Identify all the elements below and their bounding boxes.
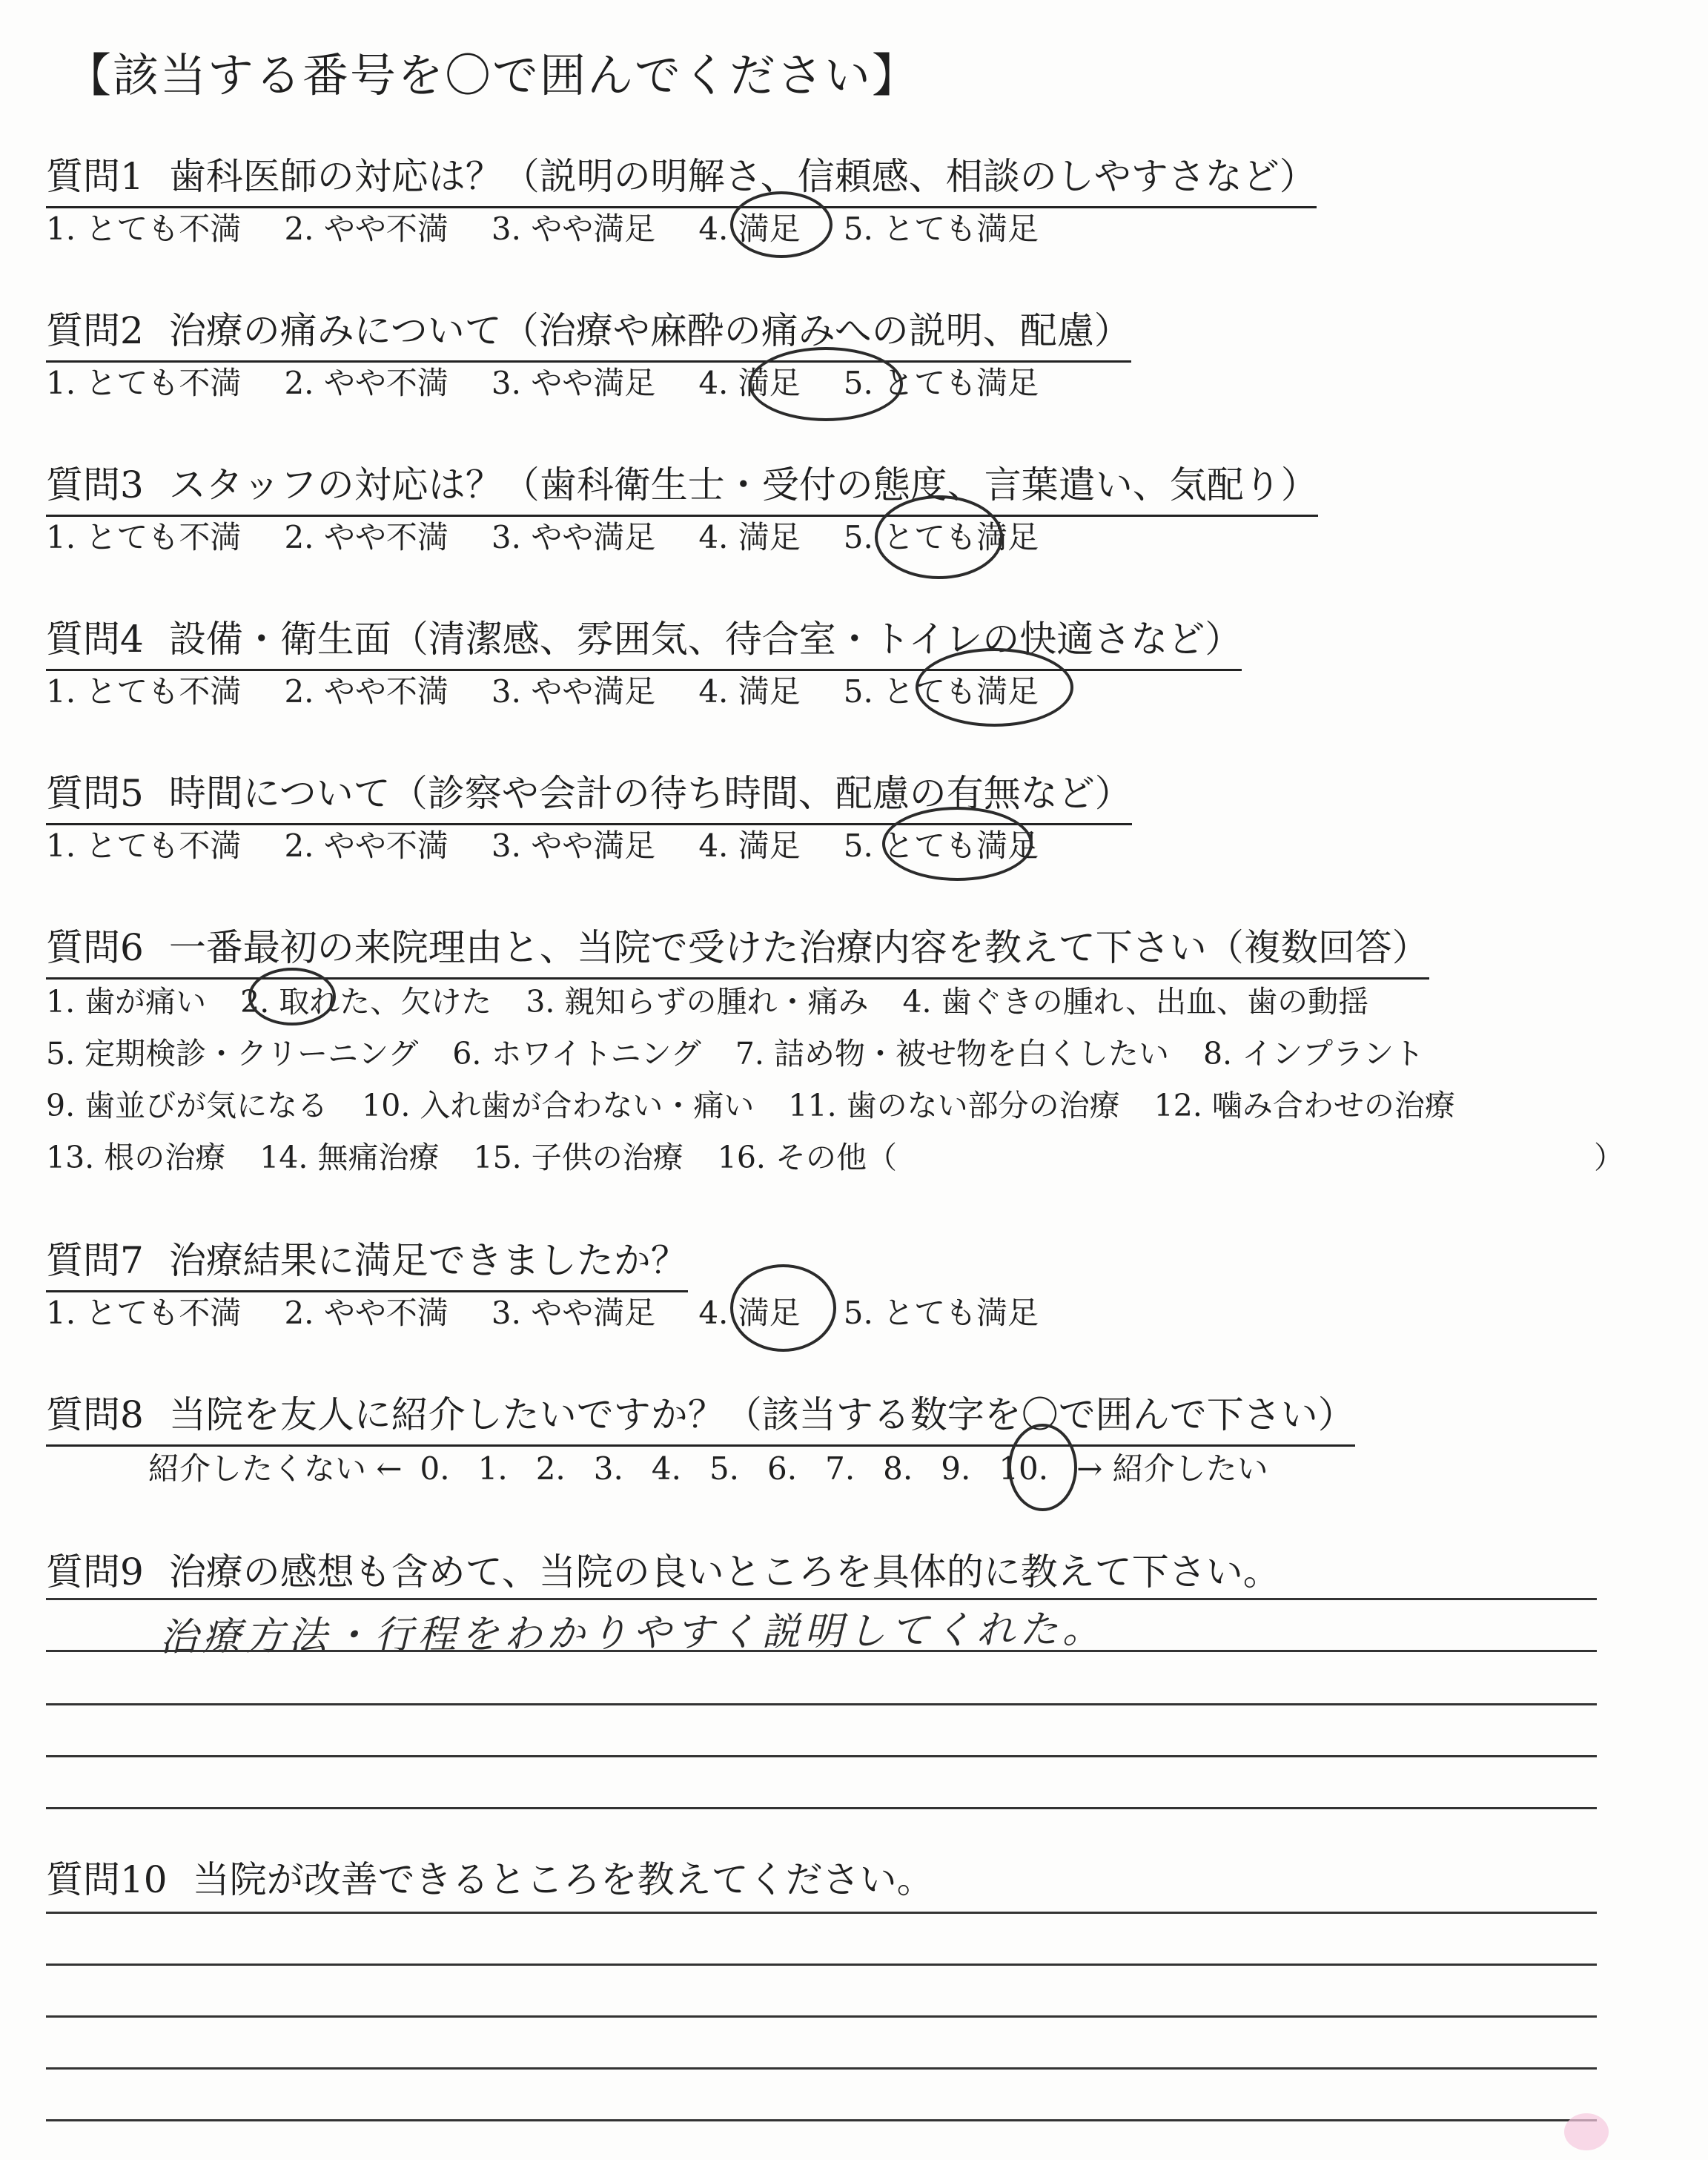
- option-8[interactable]: 8. インプラント: [1202, 1036, 1425, 1071]
- question-8-heading: [46, 1385, 1355, 1447]
- question-6-options-row-3: [46, 1081, 1455, 1125]
- question-text: 治療の感想も含めて、当院の良いところを具体的に教えて下さい。: [168, 1550, 1280, 1593]
- option-4[interactable]: 4. 満足: [698, 211, 801, 247]
- question-2-heading: [46, 301, 1131, 363]
- scale-4[interactable]: 4.: [651, 1450, 681, 1487]
- question-7-heading: [46, 1231, 688, 1292]
- answer-line: [46, 1912, 1597, 1914]
- answer-line: [46, 2015, 1597, 2018]
- option-4[interactable]: 4. 満足: [698, 365, 801, 401]
- scale-9[interactable]: 9.: [941, 1450, 971, 1487]
- question-1-options: [46, 205, 1039, 249]
- answer-circle: [882, 807, 1033, 881]
- question-6-options-row-1: [46, 977, 1368, 1021]
- option-3[interactable]: 3. やや満足: [491, 519, 656, 555]
- option-10[interactable]: 10. 入れ歯が合わない・痛い: [362, 1088, 755, 1123]
- question-number: 質問3: [46, 463, 144, 506]
- option-1[interactable]: 1. とても不満: [46, 673, 242, 710]
- option-1[interactable]: 1. とても不満: [46, 1295, 242, 1331]
- option-5[interactable]: 5. とても満足: [843, 519, 1039, 555]
- question-8-scale: [148, 1444, 1286, 1489]
- scale-right-label: → 紹介したい: [1076, 1450, 1268, 1487]
- question-number: 質問8: [46, 1393, 144, 1436]
- pink-ink-mark: [1564, 2113, 1609, 2150]
- option-1[interactable]: 1. とても不満: [46, 519, 242, 555]
- question-1-heading: [46, 147, 1317, 208]
- question-text: 治療の痛みについて（治療や麻酔の痛みへの説明、配慮）: [168, 309, 1131, 352]
- answer-circle: [1008, 1424, 1077, 1511]
- option-2[interactable]: 2. やや不満: [284, 519, 448, 555]
- question-10-heading: [46, 1850, 934, 1909]
- option-12[interactable]: 12. 噛み合わせの治療: [1153, 1088, 1455, 1123]
- option-3[interactable]: 3. やや満足: [491, 828, 656, 864]
- answer-line: [46, 1807, 1597, 1809]
- question-number: 質問7: [46, 1239, 144, 1282]
- scale-1[interactable]: 1.: [477, 1450, 508, 1487]
- option-6[interactable]: 6. ホワイトニング: [452, 1036, 701, 1071]
- answer-circle: [875, 495, 1003, 579]
- handwritten-answer[interactable]: 治療方法・行程をわかりやすく説明してくれた。: [159, 1607, 1106, 1660]
- question-number: 質問1: [46, 155, 144, 198]
- option-9[interactable]: 9. 歯並びが気になる: [46, 1088, 328, 1123]
- option-7[interactable]: 7. 詰め物・被せ物を白くしたい: [735, 1036, 1169, 1071]
- question-text: 歯科医師の対応は？（説明の明解さ、信頼感、相談のしやすさなど）: [168, 155, 1317, 198]
- option-4[interactable]: 4. 満足: [698, 1295, 801, 1331]
- option-2[interactable]: 2. やや不満: [284, 828, 448, 864]
- option-16[interactable]: 16. その他（: [717, 1140, 897, 1175]
- option-3[interactable]: 3. やや満足: [491, 211, 656, 247]
- option-5[interactable]: 5. とても満足: [843, 828, 1039, 864]
- answer-line: [46, 1964, 1597, 1966]
- option-2[interactable]: 2. 取れた、欠けた: [240, 984, 492, 1020]
- option-5[interactable]: 5. とても満足: [843, 673, 1039, 710]
- option-11[interactable]: 11. 歯のない部分の治療: [788, 1088, 1120, 1123]
- option-1[interactable]: 1. とても不満: [46, 211, 242, 247]
- option-4[interactable]: 4. 満足: [698, 519, 801, 555]
- option-3[interactable]: 3. やや満足: [491, 365, 656, 401]
- question-number: 質問9: [46, 1550, 144, 1593]
- option-14[interactable]: 14. 無痛治療: [259, 1140, 440, 1175]
- scale-3[interactable]: 3.: [593, 1450, 623, 1487]
- answer-circle: [916, 648, 1073, 727]
- answer-line: [46, 2067, 1597, 2070]
- option-1[interactable]: 1. とても不満: [46, 828, 242, 864]
- answer-line: [46, 2119, 1597, 2121]
- option-2[interactable]: 2. やや不満: [284, 365, 448, 401]
- question-text: スタッフの対応は？（歯科衛生士・受付の態度、言葉遣い、気配り）: [168, 463, 1318, 506]
- question-text: 治療結果に満足できましたか？: [168, 1239, 688, 1282]
- answer-line: [46, 1755, 1597, 1757]
- option-3[interactable]: 3. 親知らずの腫れ・痛み: [526, 984, 869, 1020]
- question-9-heading: [46, 1542, 1280, 1602]
- option-5[interactable]: 5. とても満足: [843, 1295, 1039, 1331]
- option-5[interactable]: 5. とても満足: [843, 365, 1039, 401]
- question-number: 質問6: [46, 926, 144, 969]
- option-2[interactable]: 2. やや不満: [284, 211, 448, 247]
- scale-5[interactable]: 5.: [709, 1450, 740, 1487]
- option-5[interactable]: 5. 定期検診・クリーニング: [46, 1036, 419, 1071]
- option-4[interactable]: 4. 歯ぐきの腫れ、出血、歯の動揺: [902, 984, 1369, 1020]
- scale-7[interactable]: 7.: [825, 1450, 855, 1487]
- scale-10[interactable]: 10.: [999, 1450, 1049, 1487]
- question-text: 一番最初の来院理由と、当院で受けた治療内容を教えて下さい（複数回答）: [168, 926, 1429, 969]
- question-3-heading: [46, 455, 1318, 517]
- question-number: 質問4: [46, 618, 144, 661]
- option-2[interactable]: 2. やや不満: [284, 1295, 448, 1331]
- answer-circle: [730, 1264, 836, 1352]
- other-close-paren: ）: [1594, 1140, 1624, 1175]
- question-text: 設備・衛生面（清潔感、雰囲気、待合室・トイレの快適さなど）: [168, 618, 1242, 661]
- scale-0[interactable]: 0.: [420, 1450, 450, 1487]
- answer-circle: [248, 968, 336, 1025]
- option-1[interactable]: 1. 歯が痛い: [46, 984, 207, 1020]
- question-number: 質問2: [46, 309, 144, 352]
- option-3[interactable]: 3. やや満足: [491, 673, 656, 710]
- question-number: 質問5: [46, 772, 144, 815]
- scale-8[interactable]: 8.: [883, 1450, 913, 1487]
- form-instruction: 【該当する番号を〇で囲んでください】: [65, 48, 920, 102]
- option-15[interactable]: 15. 子供の治療: [473, 1140, 683, 1175]
- scale-6[interactable]: 6.: [767, 1450, 798, 1487]
- question-4-options: [46, 667, 1039, 712]
- option-4[interactable]: 4. 満足: [698, 828, 801, 864]
- question-6-options-row-2: [46, 1029, 1424, 1073]
- question-text: 当院が改善できるところを教えてください。: [192, 1858, 934, 1901]
- option-5[interactable]: 5. とても満足: [843, 211, 1039, 247]
- question-number: 質問10: [46, 1858, 168, 1901]
- question-4-heading: [46, 610, 1242, 671]
- question-text: 時間について（診察や会計の待ち時間、配慮の有無など）: [168, 772, 1132, 815]
- option-1[interactable]: 1. とても不満: [46, 365, 242, 401]
- answer-line: [46, 1650, 1597, 1652]
- option-13[interactable]: 13. 根の治療: [46, 1140, 226, 1175]
- option-2[interactable]: 2. やや不満: [284, 673, 448, 710]
- scale-2[interactable]: 2.: [535, 1450, 566, 1487]
- question-6-options-row-4: [46, 1133, 897, 1177]
- question-text: 当院を友人に紹介したいですか？（該当する数字を〇で囲んで下さい）: [168, 1393, 1355, 1436]
- answer-line: [46, 1703, 1597, 1705]
- option-4[interactable]: 4. 満足: [698, 673, 801, 710]
- question-7-options: [46, 1289, 1039, 1333]
- question-6-heading: [46, 918, 1429, 980]
- answer-circle: [730, 191, 833, 258]
- scale-left-label: 紹介したくない ←: [148, 1450, 403, 1487]
- answer-circle: [749, 347, 903, 421]
- option-3[interactable]: 3. やや満足: [491, 1295, 656, 1331]
